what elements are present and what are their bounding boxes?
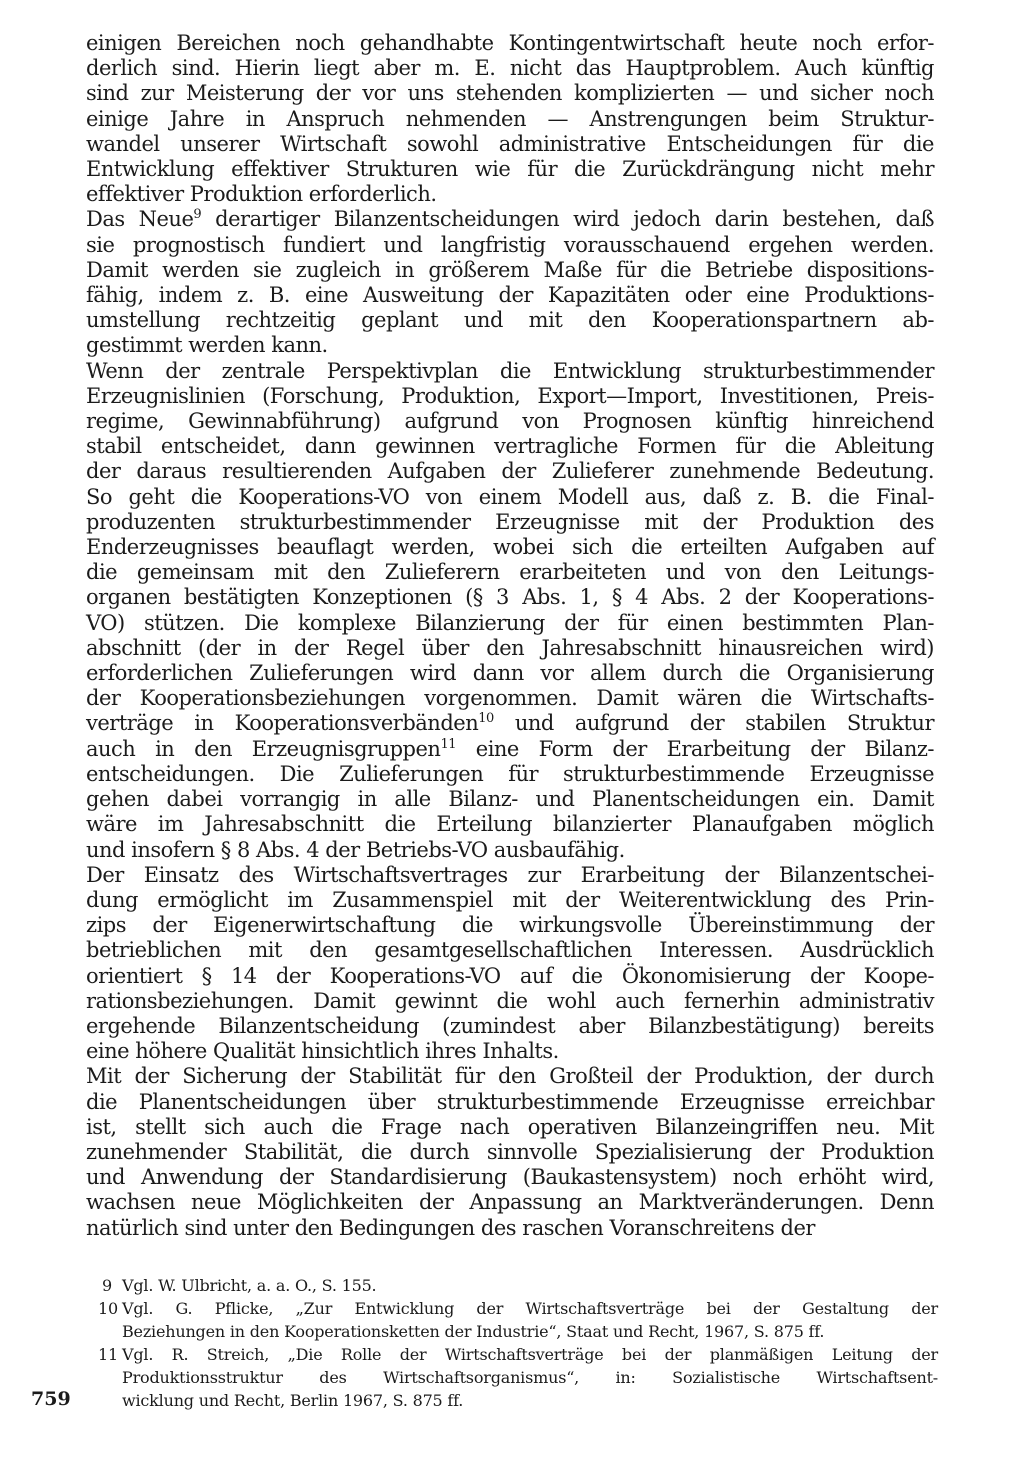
text-line: und Anwendung der Standardisierung (Baukastensystem) noch erhöht wird, — [86, 1165, 934, 1190]
text-line: umstellung rechtzeitig geplant und mit den Kooperationspartnern ab- — [86, 308, 934, 333]
footnote-ref: 10 — [478, 711, 494, 727]
text-line: rationsbeziehungen. Damit gewinnt die wohl auch fernerhin administrativ — [86, 988, 934, 1013]
text-line: VO) stützen. Die komplexe Bilanzierung der für einen bestimmten Plan- — [86, 610, 934, 635]
text-line: einige Jahre in Anspruch nehmenden — Anstrengungen beim Struktur- — [86, 106, 934, 131]
text-line: ist, stellt sich auch die Frage nach operativen Bilanzeingriffen neu. Mit — [86, 1114, 934, 1139]
footnote-number: 9 — [102, 1276, 112, 1295]
text-line: Damit werden sie zugleich in größerem Maße für die Betriebe dispositions- — [86, 257, 934, 282]
text-line: dung ermöglicht im Zusammenspiel mit der Weiterentwicklung des Prin- — [86, 887, 934, 912]
text-line: derlich sind. Hierin liegt aber m. E. nicht das Hauptproblem. Auch künftig — [86, 56, 934, 81]
text-line: sind zur Meisterung der vor uns stehenden komplizierten — und sicher noch — [86, 81, 934, 106]
text-line: die gemeinsam mit den Zulieferern erarbeiteten und von den Leitungs- — [86, 560, 934, 585]
text-line: und insofern § 8 Abs. 4 der Betriebs-VO ausbaufähig. — [86, 837, 625, 862]
footnote-line: Vgl. W. Ulbricht, a. a. O., S. 155. — [122, 1276, 377, 1295]
text-line: verträge in Kooperationsverbänden$^{10}$ und aufgrund der stabilen Struktur — [86, 711, 934, 736]
text-line: der daraus resultierenden Aufgaben der Zulieferer zunehmende Bedeutung. — [86, 459, 934, 484]
text-line: sie prognostisch fundiert und langfristig vorausschauend ergehen werden. — [86, 232, 934, 257]
text-line: Das Neue$^9$ derartiger Bilanzentscheidungen wird jedoch darin bestehen, daß — [86, 207, 934, 232]
text-line: einigen Bereichen noch gehandhabte Kontingentwirtschaft heute noch erfor- — [86, 31, 934, 55]
text-line: die Planentscheidungen über strukturbestimmende Erzeugnisse erreichbar — [86, 1089, 934, 1114]
text-line: produzenten strukturbestimmender Erzeugnisse mit der Produktion des — [86, 509, 934, 534]
footnote — [96, 1343, 938, 1412]
body-text — [86, 31, 934, 1241]
text-line: Entwicklung effektiver Strukturen wie für die Zurückdrängung nicht mehr — [86, 157, 934, 182]
text-line: stabil entscheidet, dann gewinnen vertragliche Formen für die Ableitung — [86, 434, 934, 459]
text-line: betrieblichen mit den gesamtgesellschaftlichen Interessen. Ausdrücklich — [86, 938, 934, 963]
text-line: eine höhere Qualität hinsichtlich ihres Inhalts. — [86, 1039, 559, 1064]
text-line: Erzeugnislinien (Forschung, Produktion, Export—Import, Investitionen, Preis- — [86, 383, 934, 408]
text-line: orientiert § 14 der Kooperations-VO auf die Ökonomisierung der Koope- — [86, 963, 934, 988]
text-line: gehen dabei vorrangig in alle Bilanz- und Planentscheidungen ein. Damit — [86, 787, 934, 812]
text-line: ergehende Bilanzentscheidung (zumindest aber Bilanzbestätigung) bereits — [86, 1013, 934, 1038]
text-line: organen bestätigten Konzeptionen (§ 3 Abs. 1, § 4 Abs. 2 der Kooperations- — [86, 585, 934, 610]
footnote-number: 11 — [98, 1345, 118, 1364]
page-number: 759 — [31, 1388, 71, 1410]
footnotes — [96, 1274, 938, 1412]
text-line: regime, Gewinnabführung) aufgrund von Prognosen künftig hinreichend — [86, 409, 934, 434]
text-line: zips der Eigenerwirtschaftung die wirkungsvolle Übereinstimmung der — [86, 913, 934, 938]
text-line: gestimmt werden kann. — [86, 333, 328, 358]
paragraph — [86, 863, 934, 1065]
footnote-ref: 11 — [440, 736, 456, 752]
footnote-line: Vgl. G. Pflicke, „Zur Entwicklung der Wirtschaftsverträge bei der Gestaltung der — [122, 1299, 938, 1318]
text-line: auch in den Erzeugnisgruppen$^{11}$ eine Form der Erarbeitung der Bilanz- — [86, 736, 935, 761]
footnote-line: wicklung und Recht, Berlin 1967, S. 875 ff. — [122, 1391, 464, 1410]
text-line: Wenn der zentrale Perspektivplan die Entwicklung strukturbestimmender — [86, 358, 934, 383]
footnote-line: Beziehungen in den Kooperationsketten der Industrie“, Staat und Recht, 1967, S. 875 ff. — [122, 1322, 825, 1341]
text-line: wachsen neue Möglichkeiten der Anpassung an Marktveränderungen. Denn — [86, 1190, 934, 1215]
paragraph — [86, 1064, 934, 1240]
text-line: entscheidungen. Die Zulieferungen für strukturbestimmende Erzeugnisse — [86, 761, 934, 786]
paragraph — [86, 31, 934, 207]
footnote — [96, 1297, 938, 1343]
text-line: erforderlichen Zulieferungen wird dann vor allem durch die Organisierung — [86, 661, 934, 686]
footnote — [96, 1274, 938, 1297]
text-line: effektiver Produktion erforderlich. — [86, 182, 437, 207]
text-line: Der Einsatz des Wirtschaftsvertrages zur Erarbeitung der Bilanzentschei- — [86, 862, 934, 887]
footnote-ref: 9 — [193, 207, 202, 223]
text-line: wandel unserer Wirtschaft sowohl administrative Entscheidungen für die — [86, 131, 934, 156]
text-line: So geht die Kooperations-VO von einem Modell aus, daß z. B. die Final- — [86, 484, 934, 509]
text-line: abschnitt (der in der Regel über den Jahresabschnitt hinausreichen wird) — [86, 635, 934, 660]
footnote-line: Vgl. R. Streich, „Die Rolle der Wirtschaftsverträge bei der planmäßigen Leitung der — [122, 1345, 938, 1364]
text-line: Enderzeugnisses beauflagt werden, wobei sich die erteilten Aufgaben auf — [86, 535, 934, 560]
text-line: wäre im Jahresabschnitt die Erteilung bilanzierter Planaufgaben möglich — [86, 812, 934, 837]
text-line: Mit der Sicherung der Stabilität für den Großteil der Produktion, der durch — [86, 1064, 934, 1089]
text-line: der Kooperationsbeziehungen vorgenommen. Damit wären die Wirtschafts- — [86, 686, 934, 711]
paragraph — [86, 359, 934, 863]
text-line: fähig, indem z. B. eine Ausweitung der Kapazitäten oder eine Produktions- — [86, 283, 934, 308]
paragraph — [86, 207, 934, 358]
footnote-number: 10 — [98, 1299, 118, 1318]
footnote-line: Produktionsstruktur des Wirtschaftsorganismus“, in: Sozialistische Wirtschaftsent- — [122, 1368, 938, 1387]
text-line: zunehmender Stabilität, die durch sinnvolle Spezialisierung der Produktion — [86, 1139, 934, 1164]
text-line: natürlich sind unter den Bedingungen des raschen Voranschreitens der — [86, 1215, 815, 1240]
